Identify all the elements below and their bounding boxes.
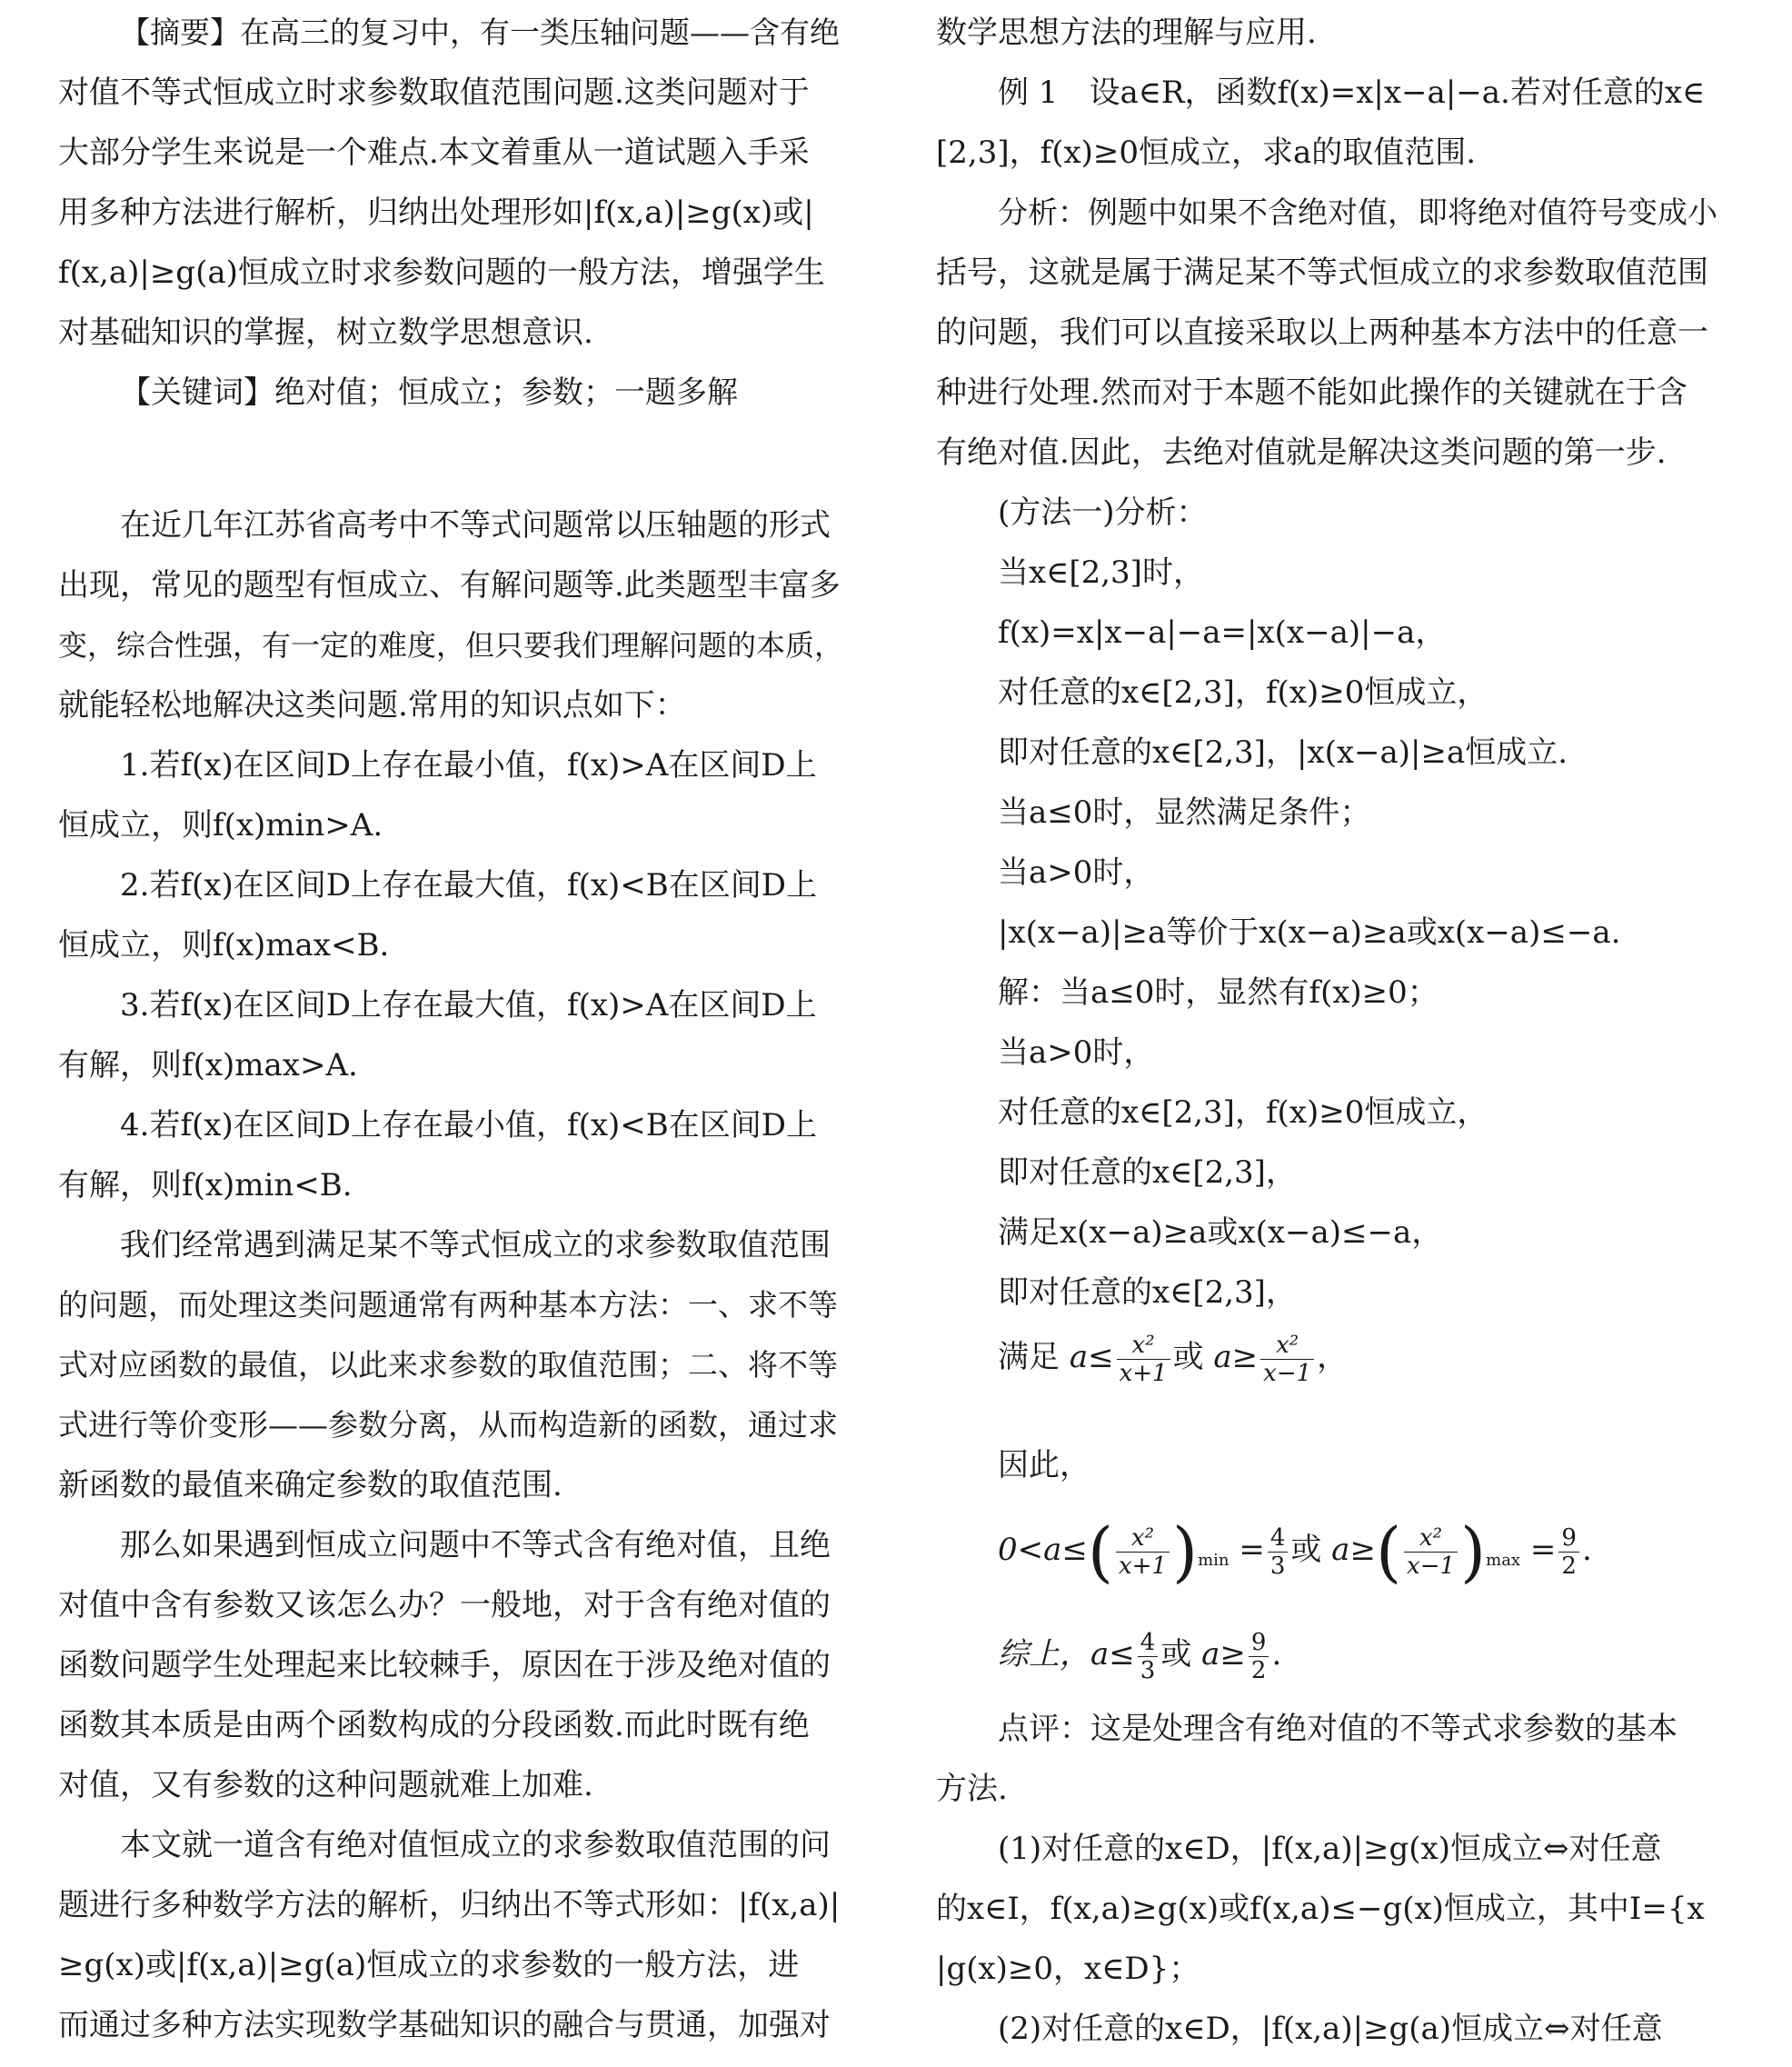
text-line: 对基础知识的掌握，树立数学思想意识.	[58, 315, 593, 351]
text-line: 的x∈I，f(x,a)≥g(x)或f(x,a)≤−g(x)恒成立，其中I={x	[936, 1891, 1705, 1927]
text-line: 对任意的x∈[2,3]，f(x)≥0恒成立，	[998, 1094, 1488, 1131]
text-line: 变，综合性强，有一定的难度，但只要我们理解问题的本质，	[58, 628, 844, 663]
text-line: 有解，则f(x)min<B.	[58, 1167, 353, 1203]
text-line: 即对任意的x∈[2,3]，|x(x−a)|≥a恒成立.	[998, 734, 1568, 771]
text-line: 4.若f(x)在区间D上存在最小值，f(x)<B在区间D上	[120, 1107, 818, 1143]
fraction	[1116, 1524, 1170, 1580]
formula-text: 或	[1290, 1532, 1322, 1568]
text-line: 函数其本质是由两个函数构成的分段函数.而此时既有绝	[58, 1707, 810, 1743]
text-line: 当a>0时，	[998, 854, 1155, 891]
subscript: max	[1486, 1551, 1521, 1570]
left-paren: (	[1087, 1513, 1113, 1590]
text-line: 那么如果遇到恒成立问题中不等式含有绝对值，且绝	[120, 1527, 831, 1563]
text-line: 对值中含有参数又该怎么办？一般地，对于含有绝对值的	[58, 1587, 831, 1623]
formula-text: a≥	[1331, 1532, 1376, 1568]
text-line: 分析：例题中如果不含绝对值，即将绝对值符号变成小	[998, 195, 1717, 230]
text-line: ≥g(x)或|f(x,a)|≥g(a)恒成立的求参数的一般方法，进	[58, 1947, 800, 1983]
text-line: 有绝对值.因此，去绝对值就是解决这类问题的第一步.	[936, 434, 1667, 471]
text-line: |x(x−a)|≥a等价于x(x−a)≥a或x(x−a)≤−a.	[998, 914, 1621, 951]
formula-text: =	[1529, 1532, 1557, 1568]
text-line: 大部分学生来说是一个难点.本文着重从一道试题入手采	[58, 135, 810, 171]
text-line: 即对任意的x∈[2,3]，	[998, 1274, 1297, 1311]
text-line: 有解，则f(x)max>A.	[58, 1047, 358, 1083]
text-line: 例 1 设a∈R，函数f(x)=x|x−a|−a.若对任意的x∈	[998, 75, 1706, 111]
text-line: (方法一)分析：	[998, 494, 1208, 531]
text-line: 括号，这就是属于满足某不等式恒成立的求参数取值范围	[936, 255, 1708, 291]
fraction-denominator: 3	[1269, 1552, 1286, 1580]
text-line: 解：当a≤0时，显然有f(x)≥0；	[998, 974, 1439, 1011]
formula-text: .	[1271, 1636, 1282, 1673]
formula-text: =	[1239, 1532, 1265, 1568]
text-line: 的问题，我们可以直接采取以上两种基本方法中的任意一	[936, 315, 1708, 351]
text-line: 当a>0时，	[998, 1034, 1155, 1071]
fraction-denominator: 3	[1140, 1656, 1156, 1684]
text-line: 用多种方法进行解析，归纳出处理形如|f(x,a)|≥g(x)或|	[58, 195, 814, 231]
fraction-numerator: 4	[1268, 1524, 1289, 1553]
text-line: 对值不等式恒成立时求参数取值范围问题.这类问题对于	[58, 75, 810, 111]
text-line: 恒成立，则f(x)min>A.	[58, 807, 383, 844]
fraction-numerator: 9	[1249, 1629, 1269, 1657]
fraction-numerator: x²	[1260, 1332, 1314, 1360]
formula-text: .	[1581, 1532, 1592, 1568]
text-line: 【关键词】绝对值；恒成立；参数；一题多解	[120, 374, 738, 411]
formula-text: 综上，a≤	[998, 1636, 1135, 1673]
text-line: 恒成立，则f(x)max<B.	[58, 927, 390, 964]
text-line: 因此，	[998, 1447, 1090, 1483]
formula-text: ，	[1317, 1339, 1349, 1375]
text-line: 即对任意的x∈[2,3]，	[998, 1154, 1297, 1191]
formula-condition	[998, 1316, 1348, 1398]
text-line: 种进行处理.然而对于本题不能如此操作的关键就在于含	[936, 374, 1687, 411]
text-line: 对任意的x∈[2,3]，f(x)≥0恒成立，	[998, 674, 1488, 711]
fraction-denominator: 2	[1250, 1656, 1267, 1684]
text-line: 而通过多种方法实现数学基础知识的融合与贯通，加强对	[58, 2007, 831, 2043]
fraction	[1558, 1524, 1579, 1580]
text-line: 1.若f(x)在区间D上存在最小值，f(x)>A在区间D上	[120, 747, 817, 784]
formula-range	[998, 1509, 1592, 1600]
text-line: 的问题，而处理这类问题通常有两种基本方法：一、求不等	[58, 1287, 838, 1323]
right-paren: )	[1460, 1513, 1487, 1590]
fraction-denominator: x+1	[1119, 1359, 1168, 1387]
formula-text: a≥	[1213, 1339, 1259, 1375]
text-line: 2.若f(x)在区间D上存在最大值，f(x)<B在区间D上	[120, 867, 818, 904]
text-line: 当a≤0时，显然满足条件；	[998, 794, 1371, 831]
text-line: |g(x)≥0，x∈D}；	[936, 1951, 1200, 1987]
text-line: 本文就一道含有绝对值恒成立的求参数取值范围的问	[120, 1827, 831, 1863]
fraction-numerator: 9	[1558, 1524, 1579, 1553]
fraction-denominator: x+1	[1118, 1552, 1167, 1580]
text-line: 我们经常遇到满足某不等式恒成立的求参数取值范围	[120, 1227, 831, 1263]
text-line: 数学思想方法的理解与应用.	[936, 15, 1317, 51]
text-line: (1)对任意的x∈D，|f(x,a)|≥g(x)恒成立⇔对任意	[998, 1831, 1662, 1867]
formula-text: a≥	[1201, 1636, 1246, 1673]
fraction	[1138, 1629, 1159, 1684]
text-line: 满足x(x−a)≥a或x(x−a)≤−a，	[998, 1214, 1443, 1251]
subscript: min	[1198, 1551, 1230, 1570]
text-line: 就能轻松地解决这类问题.常用的知识点如下：	[58, 687, 686, 724]
formula-conclusion	[998, 1613, 1281, 1695]
text-line: f(x)=x|x−a|−a=|x(x−a)|−a，	[998, 614, 1447, 651]
text-line: 当x∈[2,3]时，	[998, 554, 1204, 591]
formula-text: 满足	[998, 1339, 1060, 1375]
text-line: 方法.	[936, 1771, 1008, 1807]
formula-text: 0<a≤	[998, 1532, 1088, 1568]
text-line: (2)对任意的x∈D，|f(x,a)|≥g(a)恒成立⇔对任意	[998, 2011, 1663, 2047]
text-line: 题进行多种数学方法的解析，归纳出不等式形如：|f(x,a)|	[58, 1887, 841, 1923]
text-line: 式进行等价变形——参数分离，从而构造新的函数，通过求	[58, 1407, 838, 1443]
fraction-denominator: x−1	[1407, 1552, 1456, 1580]
formula-text: 或	[1172, 1339, 1204, 1375]
text-line: 函数问题学生处理起来比较棘手，原因在于涉及绝对值的	[58, 1647, 831, 1683]
fraction-numerator: x²	[1116, 1524, 1170, 1553]
left-paren: (	[1375, 1513, 1402, 1590]
fraction	[1404, 1524, 1458, 1580]
formula-text: 或	[1160, 1636, 1192, 1673]
formula-text: a≤	[1069, 1339, 1114, 1375]
fraction	[1249, 1629, 1269, 1684]
text-line: 【摘要】在高三的复习中，有一类压轴问题——含有绝	[120, 15, 840, 50]
text-line: 式对应函数的最值，以此来求参数的取值范围；二、将不等	[58, 1347, 838, 1383]
fraction	[1260, 1332, 1314, 1387]
text-line: 3.若f(x)在区间D上存在最大值，f(x)>A在区间D上	[120, 987, 817, 1024]
text-line: 在近几年江苏省高考中不等式问题常以压轴题的形式	[120, 507, 831, 544]
fraction-denominator: x−1	[1263, 1359, 1312, 1387]
fraction	[1117, 1332, 1170, 1387]
fraction-numerator: x²	[1404, 1524, 1458, 1553]
text-line: 点评：这是处理含有绝对值的不等式求参数的基本	[998, 1711, 1678, 1747]
text-line: 对值，又有参数的这种问题就难上加难.	[58, 1767, 593, 1803]
text-line: f(x,a)|≥g(a)恒成立时求参数问题的一般方法，增强学生	[58, 255, 825, 291]
fraction-denominator: 2	[1561, 1552, 1577, 1580]
fraction	[1268, 1524, 1289, 1580]
fraction-numerator: 4	[1138, 1629, 1159, 1657]
text-line: [2,3]，f(x)≥0恒成立，求a的取值范围.	[936, 135, 1477, 171]
fraction-numerator: x²	[1117, 1332, 1170, 1360]
text-line: 新函数的最值来确定参数的取值范围.	[58, 1467, 562, 1503]
right-paren: )	[1171, 1513, 1199, 1590]
text-line: 出现，常见的题型有恒成立、有解问题等.此类题型丰富多	[58, 567, 841, 604]
